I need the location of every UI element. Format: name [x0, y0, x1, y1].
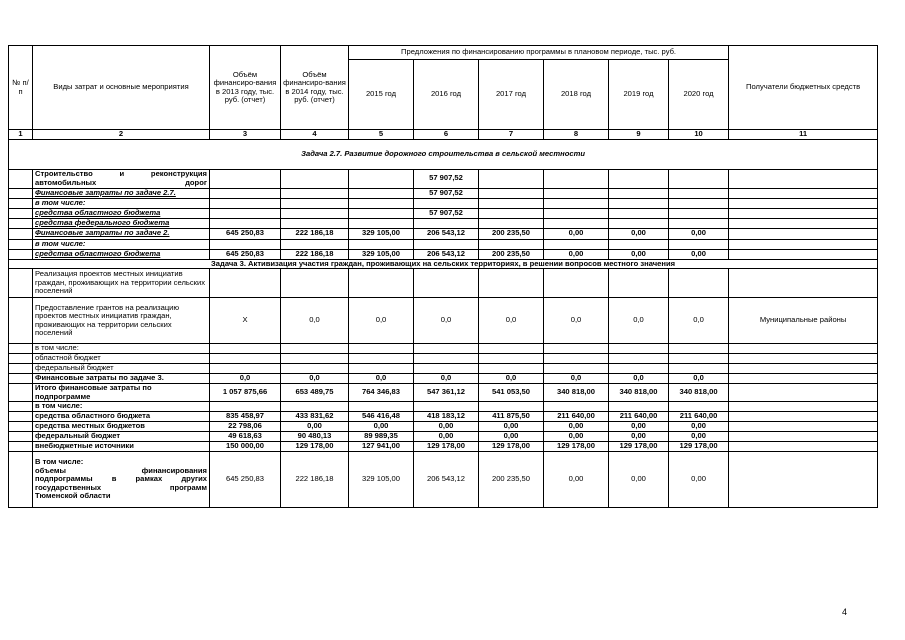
value-cell: 433 831,62 — [281, 412, 349, 422]
task-3-title: Задача 3. Активизация участия граждан, проживающих на сельских территориях, в решении вопросов местного значения — [9, 259, 878, 269]
header-year: 2019 год — [609, 60, 669, 130]
row-label: в том числе: — [33, 198, 210, 208]
value-cell — [281, 344, 349, 354]
value-cell: 0,00 — [479, 422, 544, 432]
value-cell — [479, 208, 544, 218]
row-label-line: Тюменской области — [35, 491, 111, 501]
value-cell — [349, 169, 414, 188]
column-number: 11 — [729, 130, 878, 140]
table-row — [9, 384, 878, 402]
value-cell: 0,0 — [414, 298, 479, 344]
value-cell — [609, 402, 669, 412]
value-cell — [281, 402, 349, 412]
value-cell — [479, 188, 544, 198]
value-cell — [349, 198, 414, 208]
value-cell — [544, 354, 609, 364]
column-number: 10 — [669, 130, 729, 140]
value-cell: 764 346,83 — [349, 384, 414, 402]
value-cell: 329 105,00 — [349, 249, 414, 259]
value-cell: 200 235,50 — [479, 452, 544, 508]
value-cell: 0,0 — [349, 374, 414, 384]
value-cell: 200 235,50 — [479, 249, 544, 259]
value-cell: 0,00 — [349, 422, 414, 432]
recipient-cell — [729, 198, 878, 208]
value-cell — [349, 188, 414, 198]
value-cell: 129 178,00 — [609, 442, 669, 452]
value-cell: 89 989,35 — [349, 432, 414, 442]
row-number-cell — [9, 239, 33, 249]
value-cell — [479, 402, 544, 412]
recipient-cell — [729, 432, 878, 442]
row-label: Реализация проектов местных инициатив граждан, проживающих на территории сельских поселений — [33, 269, 210, 298]
table-row — [9, 169, 878, 188]
value-cell: 645 250,83 — [210, 249, 281, 259]
row-label: в том числе: — [33, 402, 210, 412]
row-label: федеральный бюджет — [33, 364, 210, 374]
value-cell — [414, 344, 479, 354]
value-cell: 222 186,18 — [281, 249, 349, 259]
recipient-cell — [729, 239, 878, 249]
value-cell: 0,0 — [544, 374, 609, 384]
recipient-cell — [729, 422, 878, 432]
row-number-cell — [9, 198, 33, 208]
value-cell — [544, 208, 609, 218]
value-cell: 645 250,83 — [210, 228, 281, 239]
value-cell — [479, 239, 544, 249]
row-label: в том числе: — [33, 344, 210, 354]
row-label: в том числе: — [33, 239, 210, 249]
value-cell — [349, 354, 414, 364]
value-cell — [544, 269, 609, 298]
value-cell: 0,00 — [544, 422, 609, 432]
value-cell — [669, 169, 729, 188]
page-number: 4 — [842, 607, 848, 617]
recipient-cell — [729, 344, 878, 354]
row-label: средства областного бюджета — [33, 249, 210, 259]
header-recipients: Получатели бюджетных средств — [729, 46, 878, 130]
header-name: Виды затрат и основные мероприятия — [33, 46, 210, 130]
value-cell: 0,0 — [609, 374, 669, 384]
recipient-cell — [729, 442, 878, 452]
value-cell: 0,0 — [479, 298, 544, 344]
table-row — [9, 374, 878, 384]
recipient-cell — [729, 374, 878, 384]
header-year: 2015 год — [349, 60, 414, 130]
value-cell — [609, 169, 669, 188]
value-cell — [281, 364, 349, 374]
value-cell: 0,00 — [609, 452, 669, 508]
recipient-cell — [729, 354, 878, 364]
value-cell: 0,0 — [414, 374, 479, 384]
value-cell — [414, 218, 479, 228]
value-cell — [544, 218, 609, 228]
recipient-cell — [729, 412, 878, 422]
row-number-cell — [9, 269, 33, 298]
value-cell: 0,00 — [414, 432, 479, 442]
value-cell: 0,00 — [544, 432, 609, 442]
table-row — [9, 364, 878, 374]
row-label: областной бюджет — [33, 354, 210, 364]
row-label: Итого финансовые затраты по подпрограмме — [33, 384, 210, 402]
recipient-cell — [729, 188, 878, 198]
value-cell — [544, 198, 609, 208]
row-number-cell — [9, 452, 33, 508]
value-cell — [281, 354, 349, 364]
value-cell — [210, 169, 281, 188]
column-number: 5 — [349, 130, 414, 140]
recipient-cell — [729, 249, 878, 259]
value-cell: 150 000,00 — [210, 442, 281, 452]
table-row — [9, 188, 878, 198]
value-cell — [210, 208, 281, 218]
value-cell: 211 640,00 — [544, 412, 609, 422]
value-cell: 546 416,48 — [349, 412, 414, 422]
recipient-cell — [729, 218, 878, 228]
column-number: 4 — [281, 130, 349, 140]
value-cell: 129 178,00 — [544, 442, 609, 452]
value-cell — [414, 269, 479, 298]
value-cell — [281, 208, 349, 218]
value-cell — [210, 344, 281, 354]
value-cell: 200 235,50 — [479, 228, 544, 239]
recipient-cell — [729, 169, 878, 188]
row-number-cell — [9, 422, 33, 432]
value-cell: 90 480,13 — [281, 432, 349, 442]
row-label: Финансовые затраты по задаче 2.7. — [33, 188, 210, 198]
table-row — [9, 432, 878, 442]
header-year: 2018 год — [544, 60, 609, 130]
row-label: Предоставление грантов на реализацию проектов местных инициатив граждан, проживающих на территории сельских поселений — [33, 298, 210, 344]
value-cell: 340 818,00 — [609, 384, 669, 402]
value-cell: 129 178,00 — [669, 442, 729, 452]
recipient-cell: Муниципальные районы — [729, 298, 878, 344]
value-cell: 206 543,12 — [414, 452, 479, 508]
value-cell: 329 105,00 — [349, 228, 414, 239]
table-row — [9, 208, 878, 218]
value-cell: 129 178,00 — [479, 442, 544, 452]
value-cell: 340 818,00 — [544, 384, 609, 402]
header-np: № п/п — [9, 46, 33, 130]
value-cell — [669, 198, 729, 208]
value-cell — [414, 239, 479, 249]
table-row — [9, 354, 878, 364]
value-cell — [479, 169, 544, 188]
value-cell: 645 250,83 — [210, 452, 281, 508]
value-cell — [349, 344, 414, 354]
value-cell: 418 183,12 — [414, 412, 479, 422]
value-cell — [210, 402, 281, 412]
recipient-cell — [729, 228, 878, 239]
value-cell — [210, 239, 281, 249]
value-cell: 653 489,75 — [281, 384, 349, 402]
value-cell — [669, 364, 729, 374]
value-cell: 0,0 — [281, 374, 349, 384]
table-row — [9, 298, 878, 344]
value-cell: 206 543,12 — [414, 249, 479, 259]
value-cell — [414, 354, 479, 364]
header-2013: Объём финансиро-вания в 2013 году, тыс. руб. (отчет) — [210, 46, 281, 130]
recipient-cell — [729, 364, 878, 374]
row-number-cell — [9, 364, 33, 374]
header-year: 2016 год — [414, 60, 479, 130]
value-cell — [281, 269, 349, 298]
value-cell: 547 361,12 — [414, 384, 479, 402]
row-label-line: объемы финансирования — [35, 465, 207, 475]
column-number: 1 — [9, 130, 33, 140]
value-cell: 0,0 — [281, 298, 349, 344]
value-cell: 0,00 — [479, 432, 544, 442]
row-number-cell — [9, 402, 33, 412]
value-cell: 0,00 — [281, 422, 349, 432]
value-cell — [479, 218, 544, 228]
value-cell: 222 186,18 — [281, 452, 349, 508]
value-cell: 129 178,00 — [281, 442, 349, 452]
value-cell — [669, 239, 729, 249]
row-label: средства местных бюджетов — [33, 422, 210, 432]
value-cell: 222 186,18 — [281, 228, 349, 239]
table-row — [9, 402, 878, 412]
row-number-cell — [9, 432, 33, 442]
value-cell: 0,00 — [669, 228, 729, 239]
value-cell: 0,00 — [609, 249, 669, 259]
value-cell: 0,0 — [669, 298, 729, 344]
column-number: 3 — [210, 130, 281, 140]
value-cell: 0,0 — [479, 374, 544, 384]
table-row — [9, 249, 878, 259]
column-number: 9 — [609, 130, 669, 140]
value-cell — [669, 354, 729, 364]
value-cell — [544, 169, 609, 188]
row-number-cell — [9, 249, 33, 259]
value-cell — [210, 188, 281, 198]
value-cell: 0,00 — [609, 432, 669, 442]
value-cell: 129 178,00 — [414, 442, 479, 452]
row-label — [33, 452, 210, 508]
header-2014: Объём финансиро-вания в 2014 году, тыс. руб. (отчет) — [281, 46, 349, 130]
value-cell — [349, 218, 414, 228]
value-cell — [281, 239, 349, 249]
value-cell — [609, 188, 669, 198]
column-number: 2 — [33, 130, 210, 140]
value-cell — [479, 364, 544, 374]
value-cell — [349, 239, 414, 249]
row-label: внебюджетные источники — [33, 442, 210, 452]
row-label-line: В том числе: — [35, 457, 84, 467]
value-cell: 0,00 — [544, 452, 609, 508]
value-cell — [609, 364, 669, 374]
row-number-cell — [9, 188, 33, 198]
value-cell: 127 941,00 — [349, 442, 414, 452]
value-cell — [669, 269, 729, 298]
value-cell — [210, 354, 281, 364]
row-number-cell — [9, 442, 33, 452]
value-cell — [609, 239, 669, 249]
row-label: федеральный бюджет — [33, 432, 210, 442]
value-cell — [479, 344, 544, 354]
column-number: 8 — [544, 130, 609, 140]
value-cell: 0,00 — [669, 432, 729, 442]
value-cell — [544, 364, 609, 374]
row-number-cell — [9, 374, 33, 384]
value-cell: 0,00 — [544, 249, 609, 259]
table-row — [9, 344, 878, 354]
value-cell: X — [210, 298, 281, 344]
row-label: Строительство и реконструкция автомобильных дорог — [33, 169, 210, 188]
value-cell: 0,0 — [349, 298, 414, 344]
row-label: средства областного бюджета — [33, 412, 210, 422]
value-cell: 211 640,00 — [669, 412, 729, 422]
table-row — [9, 442, 878, 452]
value-cell — [544, 239, 609, 249]
row-number-cell — [9, 354, 33, 364]
header-year: 2020 год — [669, 60, 729, 130]
row-label-line: подпрограммы в рамках других — [35, 474, 207, 484]
value-cell — [210, 364, 281, 374]
value-cell: 57 907,52 — [414, 169, 479, 188]
value-cell: 541 053,50 — [479, 384, 544, 402]
value-cell — [349, 208, 414, 218]
value-cell: 211 640,00 — [609, 412, 669, 422]
value-cell: 0,00 — [609, 422, 669, 432]
value-cell — [281, 188, 349, 198]
value-cell — [609, 198, 669, 208]
value-cell — [609, 344, 669, 354]
row-number-cell — [9, 344, 33, 354]
value-cell — [210, 198, 281, 208]
task-2-7-title: Задача 2.7. Развитие дорожного строительства в сельской местности — [9, 139, 878, 169]
value-cell — [669, 188, 729, 198]
value-cell — [669, 218, 729, 228]
value-cell: 0,00 — [669, 452, 729, 508]
value-cell — [669, 344, 729, 354]
table-row — [9, 452, 878, 508]
value-cell: 0,0 — [609, 298, 669, 344]
value-cell: 0,00 — [669, 249, 729, 259]
value-cell — [479, 269, 544, 298]
value-cell — [281, 169, 349, 188]
column-number: 6 — [414, 130, 479, 140]
header-year: 2017 год — [479, 60, 544, 130]
row-label: средства федерального бюджета — [33, 218, 210, 228]
row-number-cell — [9, 412, 33, 422]
value-cell: 57 907,52 — [414, 208, 479, 218]
value-cell — [669, 402, 729, 412]
row-number-cell — [9, 218, 33, 228]
row-label: Финансовые затраты по задаче 2. — [33, 228, 210, 239]
value-cell — [281, 218, 349, 228]
table-row — [9, 239, 878, 249]
value-cell — [479, 198, 544, 208]
row-number-cell — [9, 169, 33, 188]
table-row — [9, 412, 878, 422]
table-row — [9, 422, 878, 432]
value-cell — [669, 208, 729, 218]
value-cell: 0,0 — [210, 374, 281, 384]
column-number: 7 — [479, 130, 544, 140]
value-cell — [281, 198, 349, 208]
value-cell — [544, 188, 609, 198]
value-cell — [609, 208, 669, 218]
value-cell — [609, 269, 669, 298]
value-cell — [414, 402, 479, 412]
value-cell — [349, 402, 414, 412]
table-row — [9, 218, 878, 228]
value-cell: 57 907,52 — [414, 188, 479, 198]
value-cell — [349, 269, 414, 298]
value-cell: 835 458,97 — [210, 412, 281, 422]
table-row — [9, 198, 878, 208]
value-cell: 411 875,50 — [479, 412, 544, 422]
table-row — [9, 228, 878, 239]
row-label: средства областного бюджета — [33, 208, 210, 218]
row-number-cell — [9, 298, 33, 344]
value-cell — [414, 364, 479, 374]
recipient-cell — [729, 269, 878, 298]
row-label: Финансовые затраты по задаче 3. — [33, 374, 210, 384]
row-number-cell — [9, 228, 33, 239]
value-cell: 206 543,12 — [414, 228, 479, 239]
financing-table — [8, 45, 878, 508]
value-cell: 0,0 — [544, 298, 609, 344]
value-cell — [609, 354, 669, 364]
value-cell — [349, 364, 414, 374]
row-number-cell — [9, 208, 33, 218]
value-cell: 329 105,00 — [349, 452, 414, 508]
value-cell: 0,00 — [544, 228, 609, 239]
value-cell — [544, 344, 609, 354]
value-cell — [609, 218, 669, 228]
recipient-cell — [729, 402, 878, 412]
value-cell: 0,00 — [609, 228, 669, 239]
value-cell: 49 618,63 — [210, 432, 281, 442]
value-cell — [479, 354, 544, 364]
recipient-cell — [729, 452, 878, 508]
value-cell — [544, 402, 609, 412]
row-number-cell — [9, 384, 33, 402]
value-cell: 340 818,00 — [669, 384, 729, 402]
value-cell — [210, 218, 281, 228]
recipient-cell — [729, 208, 878, 218]
recipient-cell — [729, 384, 878, 402]
value-cell: 1 057 875,66 — [210, 384, 281, 402]
value-cell: 0,0 — [669, 374, 729, 384]
value-cell: 0,00 — [669, 422, 729, 432]
row-label-line: государственных программ — [35, 482, 207, 492]
header-proposals: Предложения по финансированию программы в плановом периоде, тыс. руб. — [349, 46, 729, 60]
table-row — [9, 269, 878, 298]
value-cell — [414, 198, 479, 208]
value-cell — [210, 269, 281, 298]
value-cell: 22 798,06 — [210, 422, 281, 432]
value-cell: 0,00 — [414, 422, 479, 432]
